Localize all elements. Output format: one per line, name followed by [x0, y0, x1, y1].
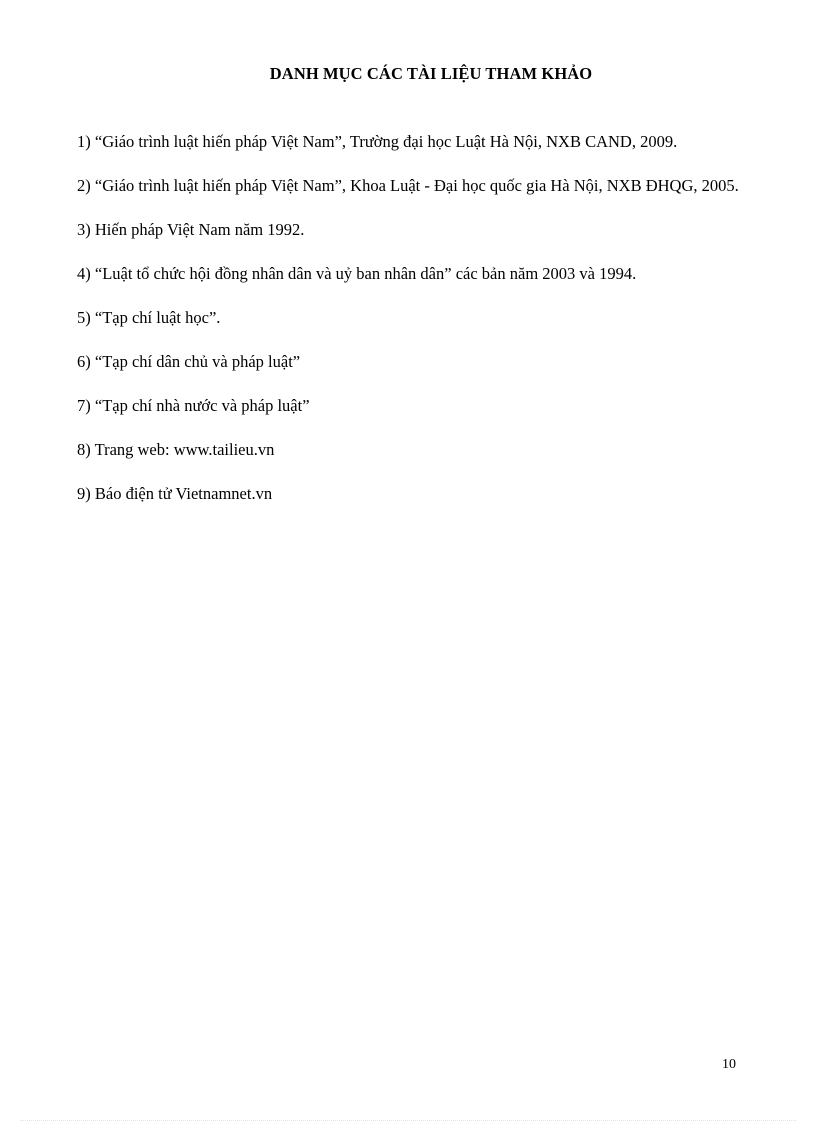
reference-item-3: 3) Hiến pháp Việt Nam năm 1992. — [77, 220, 305, 239]
reference-item-8: 8) Trang web: www.tailieu.vn — [77, 440, 275, 459]
reference-item-1: 1) “Giáo trình luật hiến pháp Việt Nam”, Trường đại học Luật Hà Nội, NXB CAND, 2009. — [77, 132, 678, 151]
reference-item-2: 2) “Giáo trình luật hiến pháp Việt Nam”, Khoa Luật - Đại học quốc gia Hà Nội, NXB ĐHQG, 2005. — [77, 176, 739, 195]
reference-item-7: 7) “Tạp chí nhà nước và pháp luật” — [77, 396, 310, 415]
reference-list — [77, 130, 785, 526]
page-title: DANH MỤC CÁC TÀI LIỆU THAM KHẢO — [269, 64, 593, 83]
reference-item-5: 5) “Tạp chí luật học”. — [77, 308, 221, 327]
reference-item-4: 4) “Luật tổ chức hội đồng nhân dân và uỷ ban nhân dân” các bản năm 2003 và 1994. — [77, 264, 637, 283]
reference-item-9: 9) Báo điện tử Vietnamnet.vn — [77, 484, 273, 503]
page-number: 10 — [722, 1057, 736, 1072]
page-bottom-divider — [20, 1120, 796, 1121]
reference-item-6: 6) “Tạp chí dân chủ và pháp luật” — [77, 352, 301, 371]
